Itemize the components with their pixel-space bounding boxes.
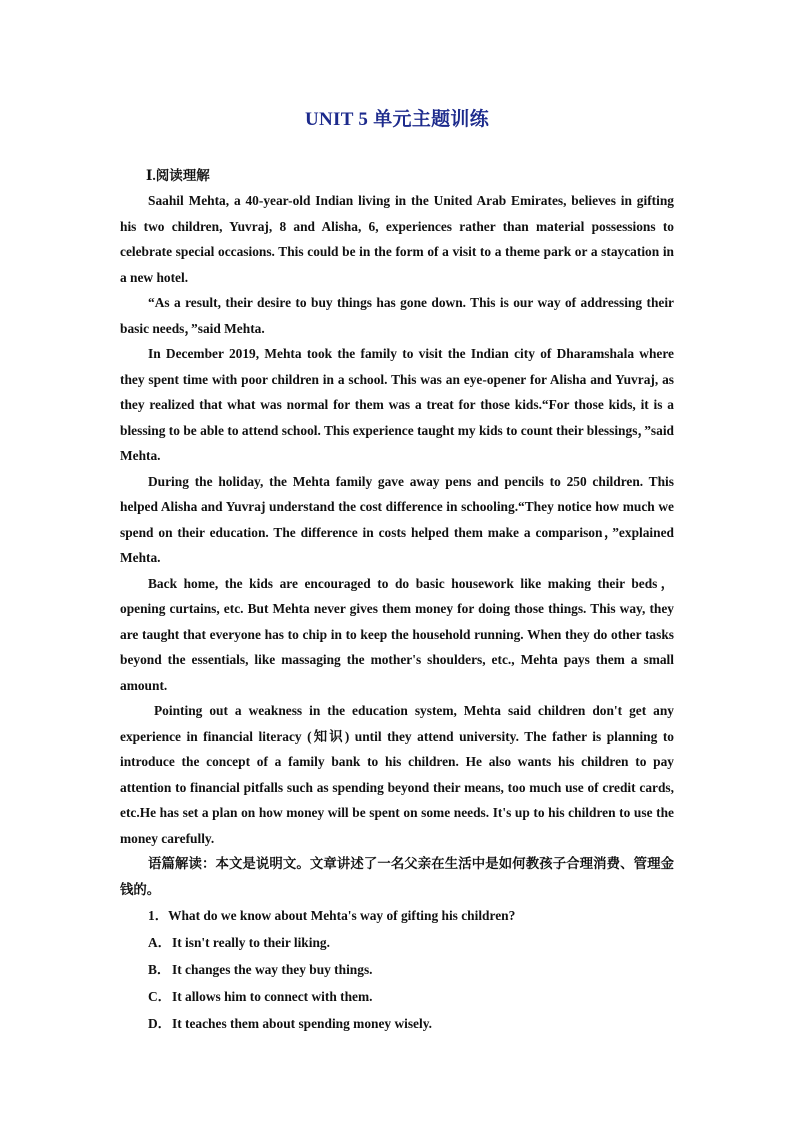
option-text: It changes the way they buy things. — [172, 962, 373, 977]
question-number: 1． — [148, 908, 169, 923]
passage-paragraph: “As a result, their desire to buy things has gone down. This is our way of addressing their basic needs，”said Mehta. — [120, 295, 674, 336]
option-b — [120, 956, 674, 983]
option-letter: D． — [148, 1016, 172, 1031]
passage-analysis: 语篇解读：本文是说明文。文章讲述了一名父亲在生活中是如何教孩子合理消费、管理金钱的。 — [120, 856, 674, 897]
option-d — [120, 1010, 674, 1037]
option-text: It allows him to connect with them. — [172, 989, 373, 1004]
option-a — [120, 929, 674, 956]
page-title: UNIT 5 单元主题训练 — [304, 109, 490, 130]
section-heading: Ⅰ.阅读理解 — [146, 168, 210, 183]
option-text: It isn't really to their liking. — [172, 935, 330, 950]
option-letter: B． — [148, 962, 171, 977]
option-letter: C． — [148, 989, 172, 1004]
reading-passage — [120, 188, 674, 1037]
option-letter: A． — [148, 935, 172, 950]
option-c — [120, 983, 674, 1010]
question-1 — [120, 902, 674, 929]
passage-paragraph: Saahil Mehta, a 40-year-old Indian living in the United Arab Emirates, believes in gifting his two children, Yuvraj, 8 and Alisha, 6, experiences rather than material possessions to celebrate special occasions. This could be in the form of a visit to a theme park or a staycation in a new hotel. — [120, 193, 674, 285]
question-text: What do we know about Mehta's way of gifting his children? — [168, 908, 516, 923]
passage-paragraph: In December 2019, Mehta took the family to visit the Indian city of Dharamshala where they spent time with poor children in a school. This was an eye-opener for Alisha and Yuvraj, as they realized that what was normal for them was a treat for those kids.“For those kids, it is a blessing to be able to attend school. This experience taught my kids to count their blessings，”said Mehta. — [120, 346, 674, 463]
passage-paragraph: During the holiday, the Mehta family gave away pens and pencils to 250 children. This helped Alisha and Yuvraj understand the cost difference in schooling.“They notice how much we spend on their education. The difference in costs helped them make a comparison，”explained Mehta. — [120, 473, 674, 565]
option-text: It teaches them about spending money wisely. — [172, 1016, 433, 1031]
passage-paragraph: Back home, the kids are encouraged to do basic housework like making their beds，opening curtains, etc. But Mehta never gives them money for doing those things. This way, they are taught that everyone has to chip in to keep the household running. When they do other tasks beyond the essentials, like massaging the mother's shoulders, etc., Mehta pays them a small amount. — [120, 575, 674, 693]
passage-paragraph: Pointing out a weakness in the education system, Mehta said children don't get any experience in financial literacy (知识) until they attend university. The father is planning to introduce the concept of a family bank to his children. He also wants his children to pay attention to financial pitfalls such as spending beyond their means, too much use of credit cards, etc.He has set a plan on how money will be spent on some needs. It's up to his children to use the money carefully. — [120, 703, 674, 846]
